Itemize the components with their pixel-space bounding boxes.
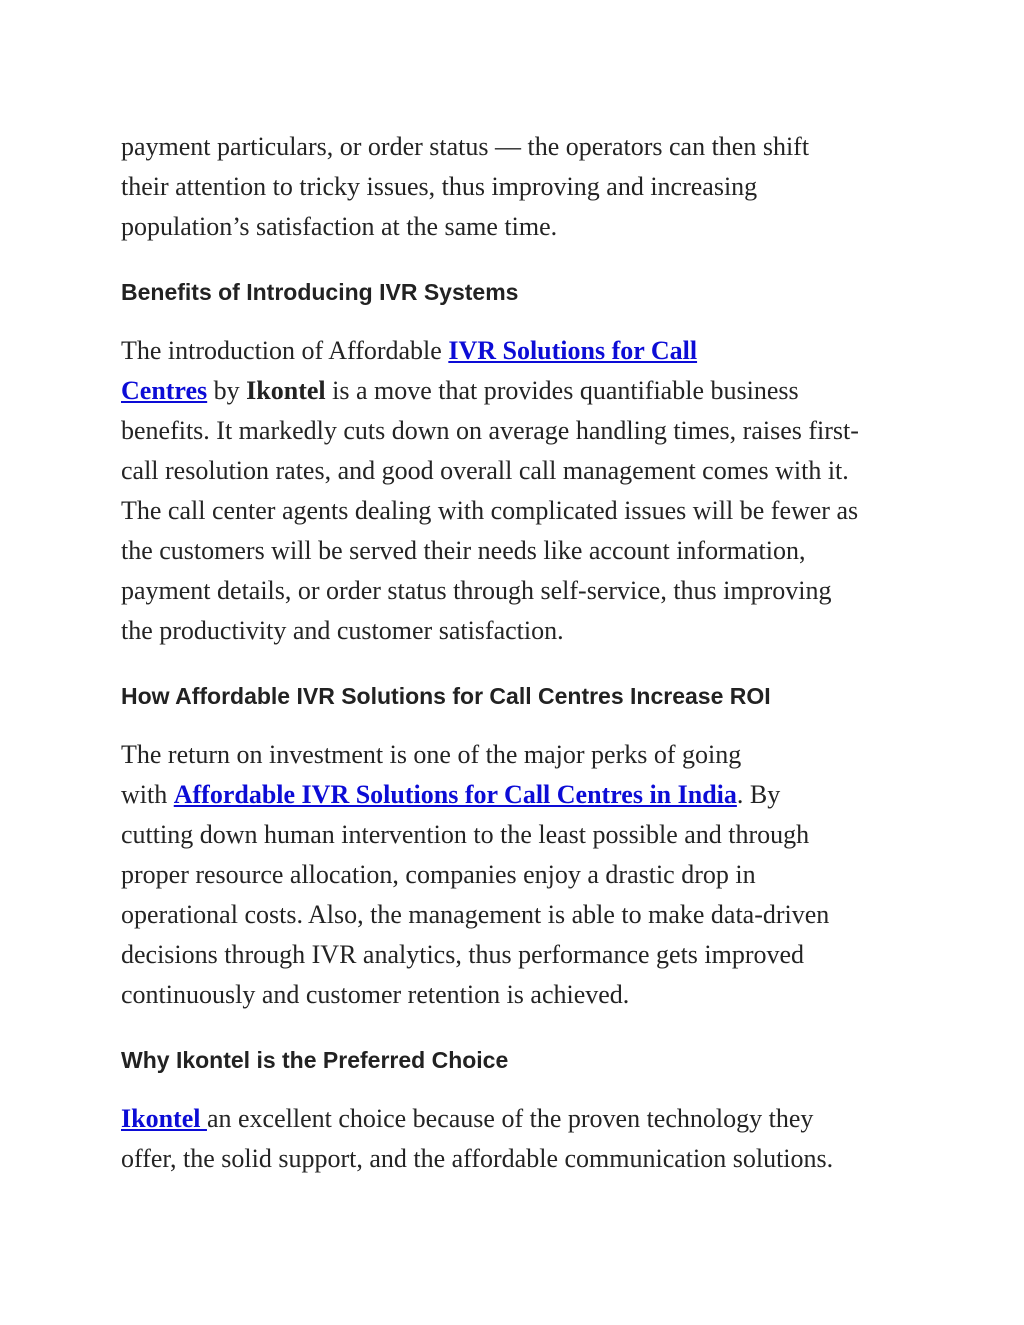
text-line [121, 855, 941, 895]
text-line [121, 611, 941, 651]
section-heading: How Affordable IVR Solutions for Call Centres Increase ROI [121, 683, 771, 709]
text-span: offer, the solid support, and the affordable communication solutions. [121, 1144, 834, 1173]
text-span: the customers will be served their needs like account information, [121, 536, 806, 565]
text-span: proper resource allocation, companies enjoy a drastic drop in [121, 860, 756, 889]
text-span: The return on investment is one of the major perks of going [121, 740, 742, 769]
text-line [121, 975, 941, 1015]
inline-link[interactable]: Ikontel [121, 1104, 207, 1133]
text-line [121, 895, 941, 935]
text-line [121, 1139, 941, 1179]
paragraph [121, 331, 941, 651]
text-span: by [207, 376, 247, 405]
text-span: with [121, 780, 174, 809]
text-span: the productivity and customer satisfaction. [121, 616, 564, 645]
text-line [121, 451, 941, 491]
text-line [121, 127, 941, 167]
inline-link[interactable]: Centres [121, 376, 208, 405]
text-span: payment particulars, or order status — the operators can then shift [121, 132, 810, 161]
text-line [121, 815, 941, 855]
text-span: benefits. It markedly cuts down on average handling times, raises first- [121, 416, 859, 445]
inline-link[interactable]: Affordable IVR Solutions for Call Centres in India [173, 780, 737, 809]
text-line [121, 411, 941, 451]
bold-text: Ikontel [246, 376, 326, 405]
text-line [121, 571, 941, 611]
text-line [121, 735, 941, 775]
section-heading: Benefits of Introducing IVR Systems [121, 279, 519, 305]
text-span: call resolution rates, and good overall call management comes with it. [121, 456, 849, 485]
text-span: payment details, or order status through self-service, thus improving [121, 576, 832, 605]
text-line [121, 167, 941, 207]
text-span: The introduction of Affordable [121, 336, 449, 365]
text-span: population’s satisfaction at the same time. [121, 212, 558, 241]
document-body [121, 127, 941, 1179]
text-span: their attention to tricky issues, thus improving and increasing [121, 172, 758, 201]
text-line [121, 331, 941, 371]
text-line [121, 371, 941, 411]
text-line [121, 491, 941, 531]
text-line [121, 1099, 941, 1139]
text-span: is a move that provides quantifiable business [325, 376, 799, 405]
text-line [121, 531, 941, 571]
text-span: continuously and customer retention is achieved. [121, 980, 630, 1009]
text-span: The call center agents dealing with complicated issues will be fewer as [121, 496, 859, 525]
paragraph [121, 1099, 941, 1179]
text-line [121, 935, 941, 975]
text-span: decisions through IVR analytics, thus performance gets improved [121, 940, 805, 969]
text-span: cutting down human intervention to the least possible and through [121, 820, 810, 849]
section-heading: Why Ikontel is the Preferred Choice [121, 1047, 509, 1073]
text-line [121, 207, 941, 247]
text-span: an excellent choice because of the proven technology they [206, 1104, 814, 1133]
paragraph [121, 127, 941, 247]
paragraph [121, 735, 941, 1015]
text-span: . By [736, 780, 781, 809]
text-line [121, 775, 941, 815]
text-span: operational costs. Also, the management is able to make data-driven [121, 900, 830, 929]
inline-link[interactable]: IVR Solutions for Call [448, 336, 698, 365]
